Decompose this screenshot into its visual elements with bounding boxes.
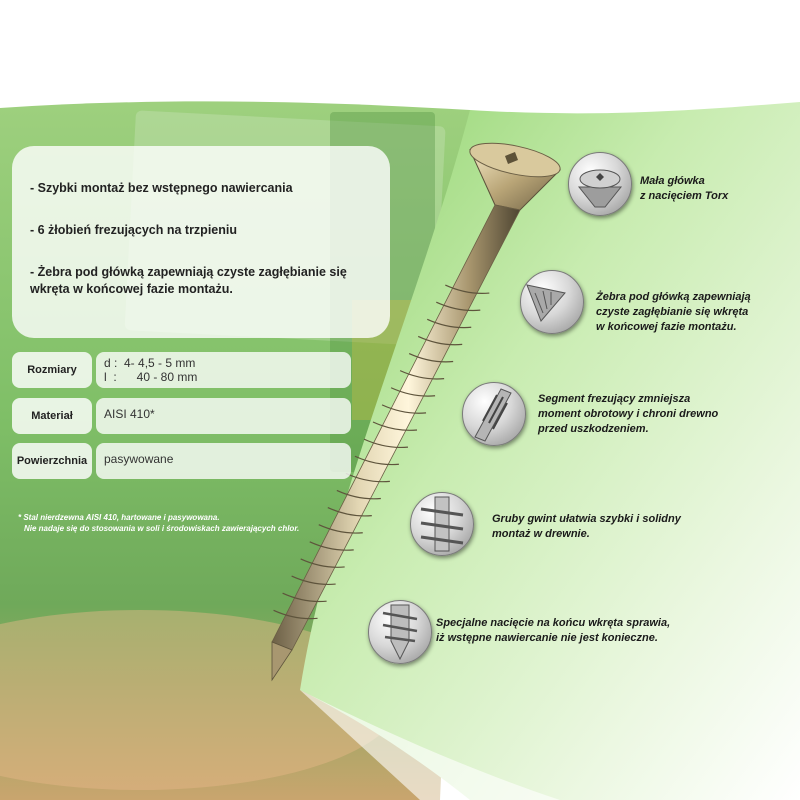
feature-text-milling: Segment frezujący zmniejsza moment obrotowy i chroni drewno przed uszkodzeniem. — [538, 393, 719, 435]
spec-value-sizes — [96, 352, 351, 388]
feature-text-ribs: Żebra pod główką zapewniają czyste zagłębianie się wkręta w końcowej fazie montażu. — [596, 291, 751, 333]
feature-text-thread: Gruby gwint ułatwia szybki i solidny montaż w drewnie. — [492, 513, 681, 540]
spec-surface-text: pasywowane — [104, 452, 174, 466]
footnote-line-2: Nie nadaje się do stosowania w soli i środowiskach zawierających chlor. — [24, 524, 300, 533]
milling-segment-icon — [462, 382, 526, 446]
features-summary-panel — [12, 146, 390, 338]
spec-label-material: Materiał — [12, 398, 92, 434]
ribbed-head-icon — [520, 270, 584, 334]
bullet-milling-grooves: - 6 żłobień frezujących na trzpieniu — [30, 223, 237, 237]
feature-text-tip: Specjalne nacięcie na końcu wkręta sprawia, iż wstępne nawiercanie nie jest konieczne. — [436, 617, 671, 644]
coarse-thread-icon — [410, 492, 474, 556]
spec-value-material — [96, 398, 351, 434]
feature-text-torx: Mała główka z nacięciem Torx — [640, 175, 729, 202]
torx-head-icon — [568, 152, 632, 216]
screw-tip-icon — [368, 600, 432, 664]
spec-label-surface: Powierzchnia — [12, 443, 92, 479]
spec-size-length: l : 40 - 80 mm — [104, 370, 198, 384]
spec-value-surface — [96, 443, 351, 479]
footnote-line-1: * Stal nierdzewna AISI 410, hartowane i pasywowana. — [18, 513, 220, 522]
spec-size-diameter: d : 4- 4,5 - 5 mm — [104, 356, 196, 370]
spec-material-text: AISI 410* — [104, 407, 155, 421]
bullet-fast-mounting: - Szybki montaż bez wstępnego nawiercania — [30, 181, 293, 195]
material-footnote — [18, 512, 299, 534]
spec-label-sizes: Rozmiary — [12, 352, 92, 388]
bullet-head-ribs: - Żebra pod główką zapewniają czyste zagłębianie się wkręta w końcowej fazie montażu. — [30, 265, 347, 296]
